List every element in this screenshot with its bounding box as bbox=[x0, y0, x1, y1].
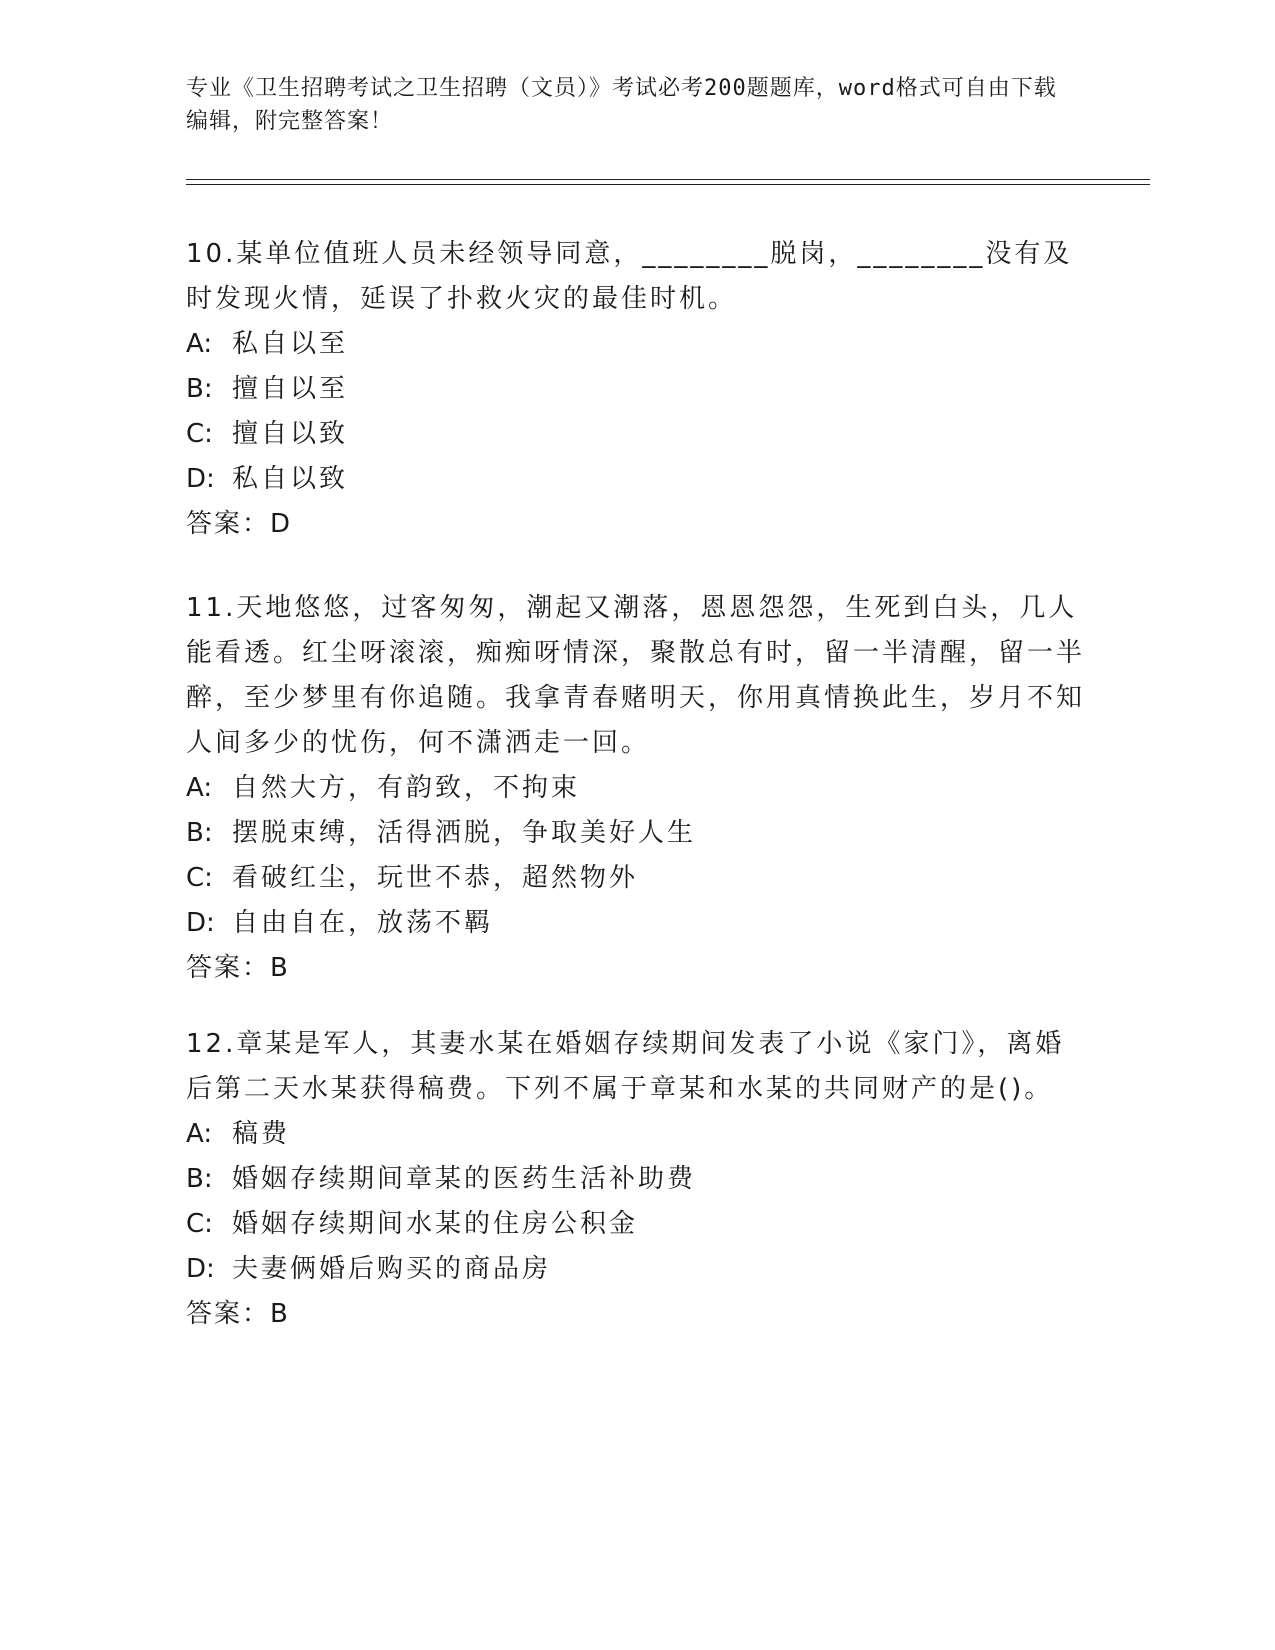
option-text: 夫妻俩婚后购买的商品房 bbox=[232, 1254, 552, 1284]
header-rule-top bbox=[186, 179, 1150, 180]
option-text: 擅自以至 bbox=[232, 374, 349, 404]
question-text: 11.天地悠悠，过客匆匆，潮起又潮落，恩恩怨怨，生死到白头，几人能看透。红尘呀滚滚，痴痴呀情深，聚散总有时，留一半清醒，留一半醉，至少梦里有你追随。我拿青春赌明天，你用真情换此生，岁月不知人间多少的忧伤，何不潇洒走一回。 bbox=[186, 593, 1086, 758]
option-letter: B: bbox=[186, 1164, 213, 1194]
option-b bbox=[186, 811, 1086, 856]
option-text: 婚姻存续期间章某的医药生活补助费 bbox=[232, 1164, 697, 1194]
document-header: 专业《卫生招聘考试之卫生招聘（文员）》考试必考200题题库，word格式可自由下载编辑，附完整答案！ bbox=[186, 76, 1057, 134]
option-letter: B: bbox=[186, 374, 213, 404]
option-c bbox=[186, 412, 1086, 457]
option-text: 自然大方，有韵致，不拘束 bbox=[232, 773, 581, 803]
option-text: 摆脱束缚，活得洒脱，争取美好人生 bbox=[232, 818, 697, 848]
option-letter: A: bbox=[186, 1119, 213, 1149]
option-text: 稿费 bbox=[232, 1119, 291, 1149]
answer: 答案：B bbox=[186, 953, 290, 983]
question-text: 10.某单位值班人员未经领导同意，________脱岗，________没有及时发现火情，延误了扑救火灾的最佳时机。 bbox=[186, 239, 1073, 314]
option-letter: A: bbox=[186, 773, 213, 803]
question-12 bbox=[186, 1022, 1086, 1337]
option-text: 婚姻存续期间水某的住房公积金 bbox=[232, 1209, 639, 1239]
option-b bbox=[186, 1157, 1086, 1202]
question-text: 12.章某是军人，其妻水某在婚姻存续期间发表了小说《家门》，离婚后第二天水某获得稿费。下列不属于章某和水某的共同财产的是()。 bbox=[186, 1029, 1065, 1104]
answer: 答案：B bbox=[186, 1299, 290, 1329]
header-rule-bottom bbox=[186, 184, 1150, 185]
option-a bbox=[186, 766, 1086, 811]
option-letter: C: bbox=[186, 863, 213, 893]
option-a bbox=[186, 322, 1086, 367]
option-letter: D: bbox=[186, 1254, 215, 1284]
option-a bbox=[186, 1112, 1086, 1157]
option-letter: C: bbox=[186, 419, 213, 449]
option-text: 自由自在，放荡不羁 bbox=[232, 908, 494, 938]
question-11 bbox=[186, 586, 1086, 991]
option-d bbox=[186, 901, 1086, 946]
option-d bbox=[186, 1247, 1086, 1292]
option-letter: D: bbox=[186, 908, 215, 938]
option-letter: B: bbox=[186, 818, 213, 848]
option-d bbox=[186, 457, 1086, 502]
answer: 答案：D bbox=[186, 509, 293, 539]
option-b bbox=[186, 367, 1086, 412]
option-text: 私自以至 bbox=[232, 329, 349, 359]
option-letter: C: bbox=[186, 1209, 213, 1239]
option-letter: A: bbox=[186, 329, 213, 359]
option-letter: D: bbox=[186, 464, 215, 494]
question-10 bbox=[186, 232, 1086, 547]
option-text: 擅自以致 bbox=[232, 419, 349, 449]
option-c bbox=[186, 1202, 1086, 1247]
option-text: 私自以致 bbox=[232, 464, 349, 494]
option-c bbox=[186, 856, 1086, 901]
option-text: 看破红尘，玩世不恭，超然物外 bbox=[232, 863, 639, 893]
